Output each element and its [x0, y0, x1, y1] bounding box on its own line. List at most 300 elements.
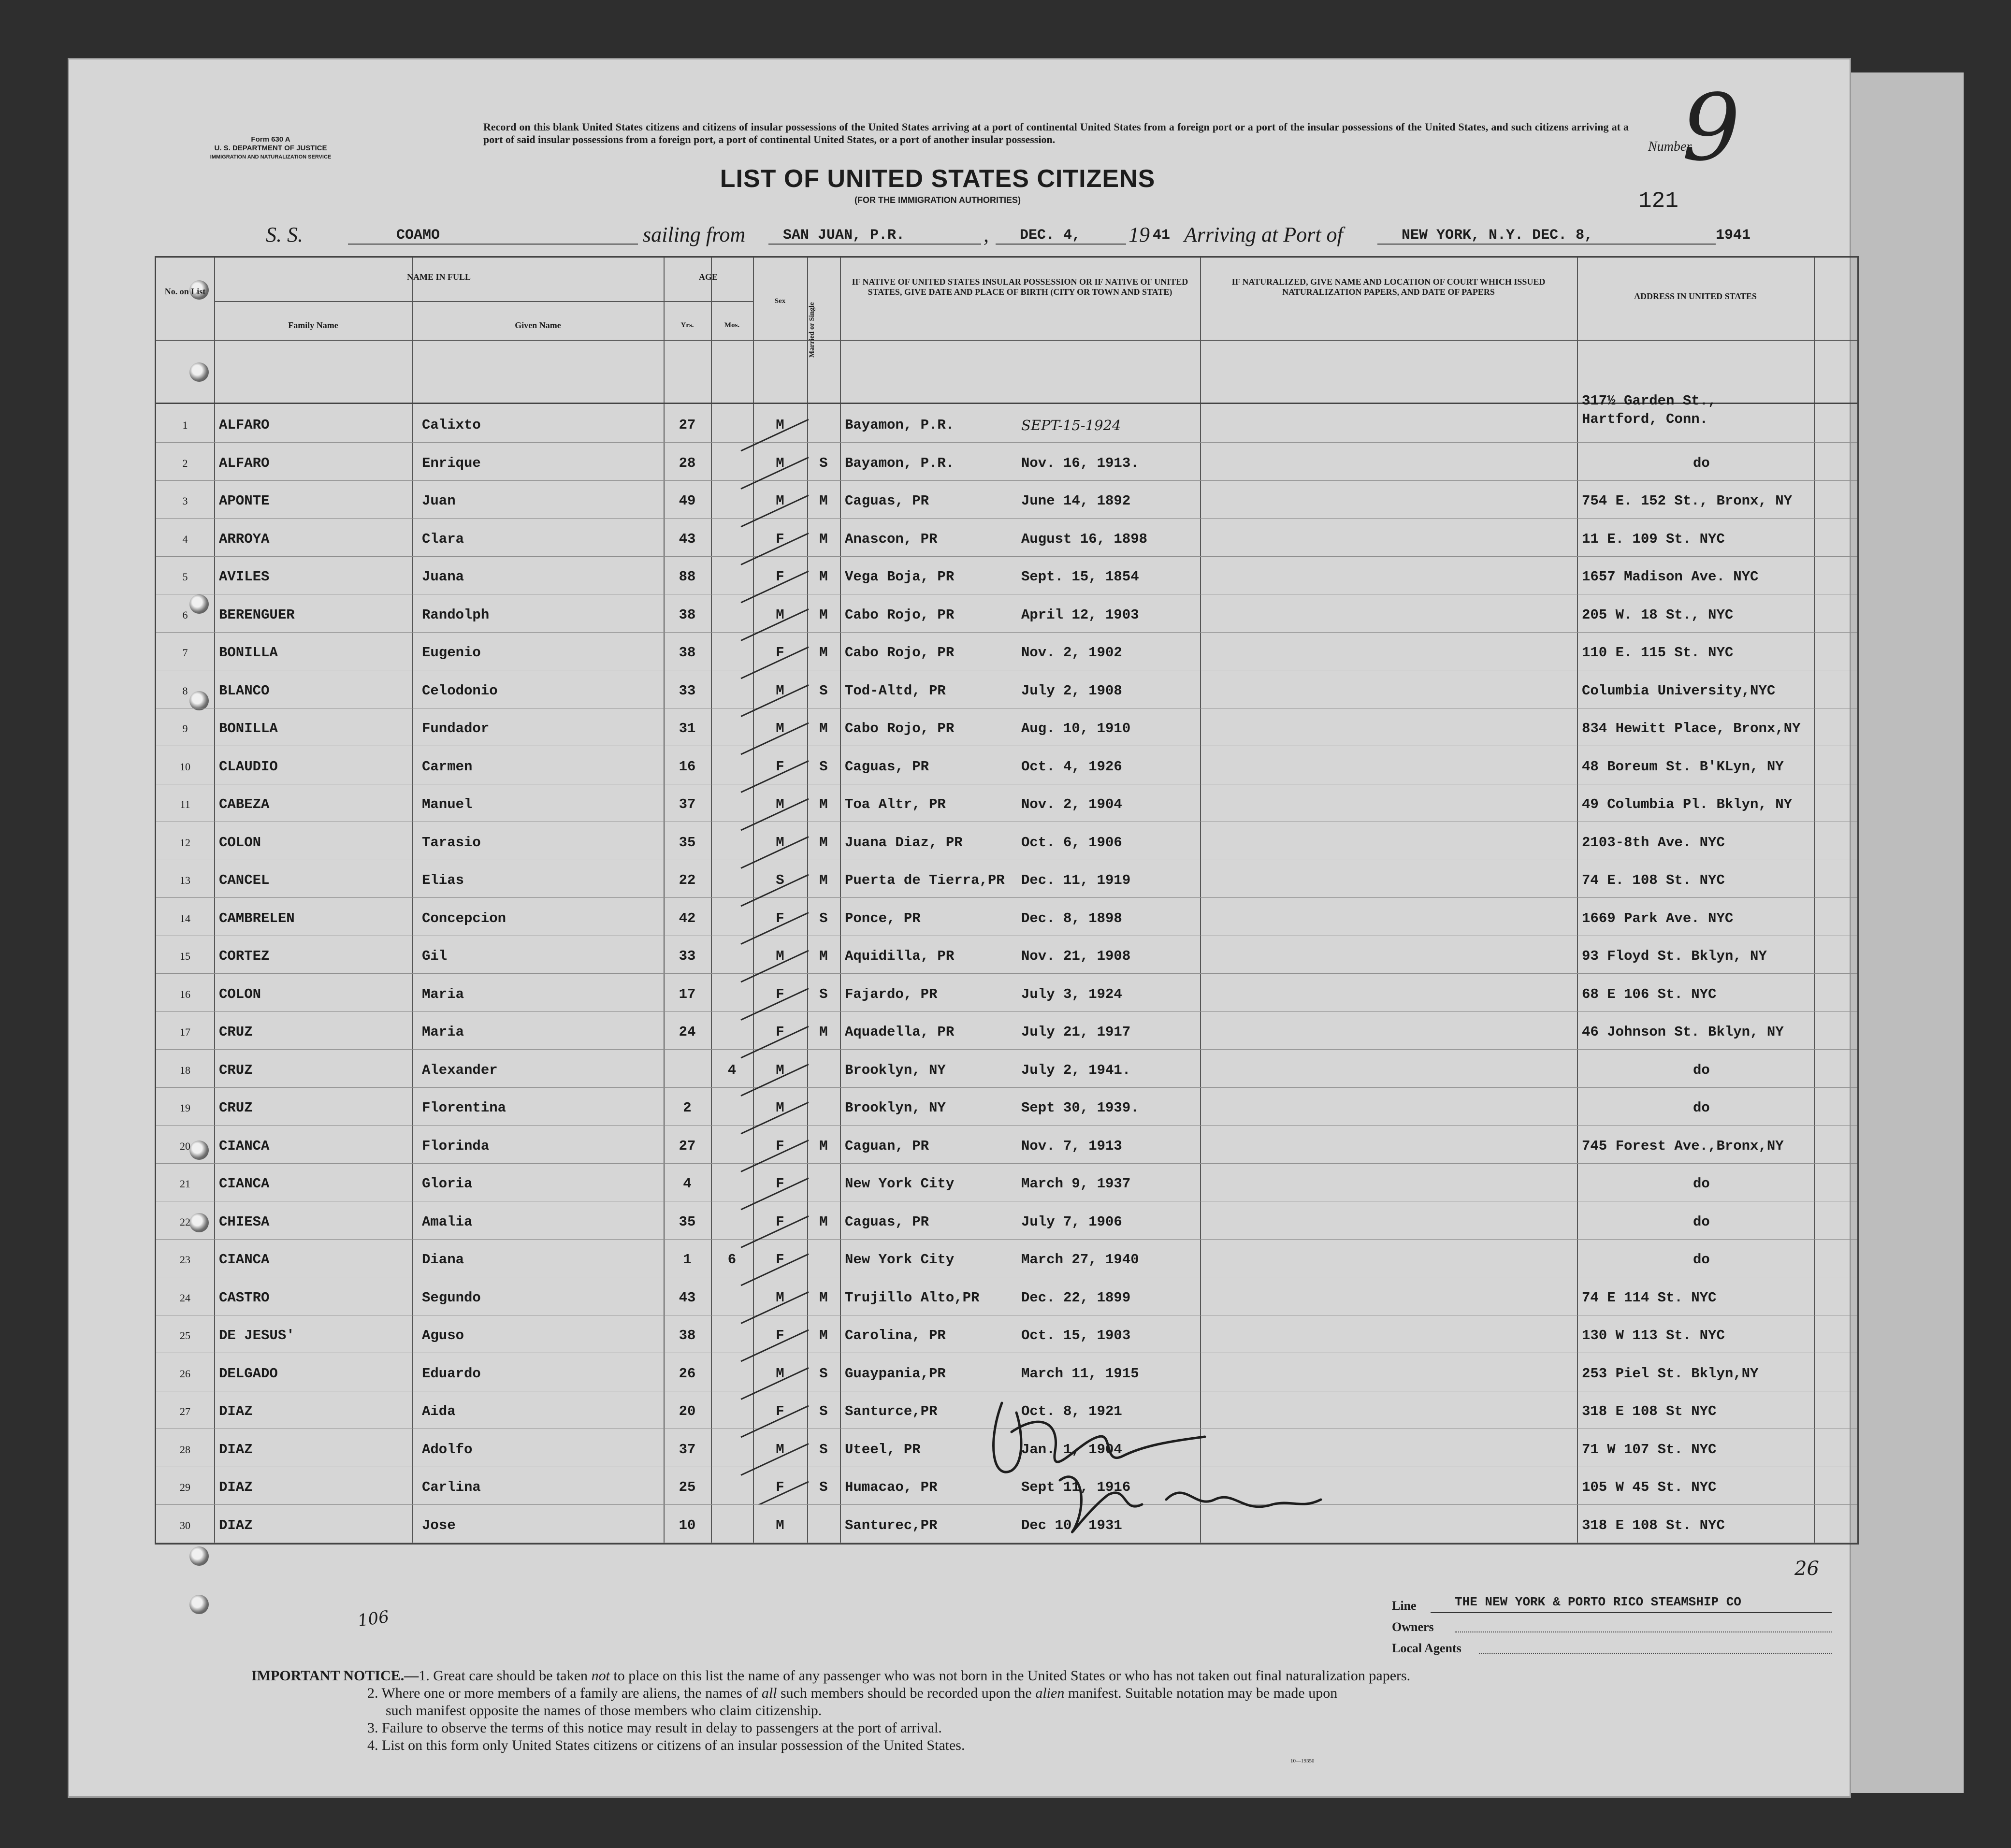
header-married-single: Married or Single — [808, 302, 816, 358]
given-name: Fundador — [422, 721, 490, 736]
birth-date: SEPT-15-1924 — [1021, 417, 1121, 433]
departure-port — [768, 227, 981, 245]
age-years: 38 — [679, 606, 696, 623]
marital-status: S — [819, 1403, 828, 1419]
arrival-port — [1377, 227, 1716, 245]
row-number: 27 — [180, 1405, 190, 1417]
birth-date: Dec. 11, 1919 — [1021, 872, 1131, 888]
row-number: 19 — [180, 1102, 190, 1114]
us-address: do — [1693, 1062, 1710, 1078]
family-name: BERENGUER — [219, 606, 295, 623]
notice-item-2-continued: such manifest opposite the names of those members who claim citizenship. — [386, 1703, 822, 1718]
us-address: 46 Johnson St. Bklyn, NY — [1582, 1024, 1784, 1040]
row-number: 14 — [180, 912, 190, 924]
given-name: Juana — [422, 569, 464, 585]
birth-date: July 2, 1941. — [1021, 1062, 1131, 1078]
family-name: CANCEL — [219, 872, 270, 888]
family-name: CRUZ — [219, 1100, 253, 1116]
sex: M — [776, 682, 784, 699]
birth-place: Aquadella, PR — [845, 1024, 955, 1040]
age-years: 28 — [679, 455, 696, 471]
age-months: 6 — [727, 1252, 737, 1268]
sex: F — [776, 986, 784, 1002]
birth-place: Brooklyn, NY — [845, 1062, 946, 1078]
form-identifier — [198, 135, 343, 161]
notice-item-2: 2. Where one or more members of a family are aliens, the names of all such members should be recorded upon the alien manifest. Suitable notation may be made upon — [367, 1685, 1338, 1701]
header-age: AGE — [698, 272, 718, 282]
row-number: 17 — [180, 1026, 190, 1038]
age-years: 33 — [679, 682, 696, 699]
sex: M — [776, 493, 784, 509]
row-rule — [156, 1011, 1857, 1012]
family-name: CIANCA — [219, 1138, 270, 1154]
given-name: Florentina — [422, 1100, 506, 1116]
marital-status: M — [819, 834, 828, 851]
sex: F — [776, 1213, 784, 1230]
given-name: Aguso — [422, 1328, 464, 1343]
marital-status: S — [819, 910, 828, 926]
marital-status: M — [819, 948, 828, 964]
us-address: 1669 Park Ave. NYC — [1582, 910, 1734, 926]
header-age-years: Yrs. — [680, 321, 694, 329]
row-rule — [156, 1125, 1857, 1126]
marital-status: M — [819, 1328, 828, 1343]
row-number: 25 — [180, 1329, 190, 1342]
tally-slash — [741, 1102, 809, 1134]
sex: M — [776, 455, 784, 471]
row-number: 2 — [182, 457, 188, 469]
marital-status: M — [819, 1289, 828, 1306]
birth-date: July 21, 1917 — [1021, 1024, 1131, 1040]
row-number: 13 — [180, 874, 190, 886]
age-months: 4 — [727, 1062, 737, 1078]
row-number: 15 — [180, 950, 190, 962]
tally-slash — [741, 647, 809, 679]
given-name: Concepcion — [422, 910, 506, 926]
tally-slash — [741, 951, 809, 982]
age-years: 10 — [679, 1517, 696, 1533]
manifest-page: Form 630 A U. S. DEPARTMENT OF JUSTICE IMMIGRATION AND NATURALIZATION SERVICE Record on this blank United States citizens and citizens of insular possessions of the United States arriving at a port of continental United States from a foreign port or a port of the insular possessions of the United States, and such citizens arriving at a port of said insular possessions from a foreign port, a port of continental United States, or a port of another insular possession. Number 9 LIST OF UNITED STATES CITIZENS (FOR THE IMMIGRATION AUTHORITIES) 121 S. S. COAMO sailing from SAN JUAN, P.R. , DEC. 4, 19 41 Arriving at Port of NEW YORK, N.Y. DEC. 8, 1941 No. on List NAME IN FULL Family Name Given Name AGE Yrs. Mos. Sex Married or Single IF NATIVE OF UNITED STATES INSULAR POSSESSION OR IF NATIVE OF UNITED STATES, GIVE DATE AND PLACE OF BIRTH (CITY OR TOWN AND STATE) IF NATURALIZED, GIVE NAME AND LOCATION OF COURT WHICH ISSUED NATURALIZATION PAPERS, AND DATE OF PAPERS ADDRESS IN UNITED STATES 1 ALFARO Calixto 27 M Bayamon, P.R. SEPT-15-1924 317½ Garden St., Hartford, Conn. 2 ALFARO Enrique 28 M S Bayamon, P.R. Nov. 16, 1913. do 3 APONTE Juan 49 M M Caguas, PR June 14, 1892 754 E. 152 St., Bronx, NY 4 ARROYA Clara 43 F M Anascon, PR August 16, 1898 11 E. 109 St. NYC 5 AVILES Juana 88 F M Vega Boja, PR Sept. 15, 1854 1657 Madison Ave. NYC 6 BERENGUER Randolph 38 M M Cabo Rojo, PR April 12, 1903 205 W. 18 St., NYC 7 BONILLA Eugenio 38 F M Cabo Rojo, PR Nov. 2, 1902 110 E. 115 St. NYC 8 BLANCO Celodonio 33 M S Tod-Altd, PR July 2, 1908 Columbia University,NYC 9 BONILLA Fundador 31 M M Cabo Rojo, PR Aug. 10, 1910 834 Hewitt Place, Bronx,NY 10 CLAUDIO Carmen 16 F S Caguas, PR Oct. 4, 1926 48 Boreum St. B'KLyn, NY 11 CABEZA Manuel 37 M M Toa Altr, PR Nov. 2, 1904 49 Columbia Pl. Bklyn, NY 12 COLON Tarasio 35 M M Juana Diaz, PR Oct. 6, 1906 2103-8th Ave. NYC 13 CANCEL Elias 22 S M Puerta de Tierra,PR Dec. 11, 1919 74 E. 108 St. NYC 14 CAMBRELEN Concepcion 42 F S Ponce, PR Dec. 8, 1898 1669 Park Ave. NYC 15 CORTEZ Gil 33 M M Aquidilla, PR Nov. 21, 1908 93 Floyd St. Bklyn, NY 16 COLON Maria 17 F S Fajardo, PR July 3, 1924 68 E 106 St. NYC 17 CRUZ Maria 24 F M Aquadella, PR July 21, 1917 46 Johnson St. Bklyn, NY 18 CRUZ Alexander 4 M Brooklyn, NY July 2, 1941. do 19 CRUZ Florentina 2 M Brooklyn, NY Sept 30, 1939. do 20 CIANCA Florinda 27 F M Caguan, PR Nov. 7, 1913 745 Forest Ave.,Bronx,NY 21 CIANCA Gloria 4 F New York City March 9, 1937 do 22 CHIESA Amalia 35 F M Caguas, PR July 7, 1906 do 23 CIANCA Diana 1 6 F New York City March 27, 1940 do 24 CASTRO Segundo 43 M M Trujillo Alto,PR Dec. 22, 1899 74 E 114 St. NYC 25 DE JESUS' Aguso 38 F M Carolina, PR Oct. 15, 1903 130 W 113 St. NYC 26 DELGADO Eduardo 26 M S Guaypania,PR March 11, 1915 253 Piel St. Bklyn,NY 27 DIAZ Aida 20 F S Santurce,PR Oct. 8, 1921 318 E 108 St NYC 28 DIAZ Adolfo 37 M S Uteel, PR Jan. 1, 1904 71 W 107 St. NYC 29 DIAZ Carlina 25 F S Humacao, PR Sept 11, 1916 105 W 45 St. NYC 30 DIAZ Jose 10 M Santurec,PR Dec 10, 1931 318 E 108 St. NYC 26 106 Line THE NEW YORK & PORTO RICO STEAMSHIP CO Owners Local Agents IMPORTANT NOTICE.—1. Great care should be taken not to place on this list the name of any passenger who was not born in the United States or who has not taken out final naturalization papers. 2. Where one or more members of a family are aliens, the names of all such members should be recorded upon the alien manifest. Suitable notation may be made upon such manifest opposite the names of those members who claim citizenship. 3. Failure to observe the terms of this notice may result in delay to passengers at the port of arrival. 4. List on this form only United States citizens or citizens of an insular possession of the United States. 10—19350 — [68, 58, 1851, 1798]
service-name: IMMIGRATION AND NATURALIZATION SERVICE — [210, 154, 332, 160]
birth-date: Sept. 15, 1854 — [1021, 569, 1139, 585]
given-name: Gil — [422, 948, 448, 964]
us-address: 2103-8th Ave. NYC — [1582, 834, 1725, 851]
family-name: CHIESA — [219, 1213, 270, 1230]
marital-status: S — [819, 1441, 828, 1458]
arrival-date-text: DEC. 8, — [1532, 227, 1593, 244]
family-name: ALFARO — [219, 417, 270, 433]
age-years: 20 — [679, 1403, 696, 1419]
birth-date: Nov. 7, 1913 — [1021, 1138, 1122, 1154]
handwritten-number — [1663, 87, 1769, 184]
birth-date: Nov. 2, 1902 — [1021, 645, 1122, 661]
margin-note: 106 — [356, 1607, 391, 1631]
ship-name-text: COAMO — [396, 227, 440, 244]
us-address: 253 Piel St. Bklyn,NY — [1582, 1365, 1759, 1382]
sex: M — [776, 834, 784, 851]
marital-status: M — [819, 606, 828, 623]
sex: M — [776, 417, 784, 433]
row-number: 29 — [180, 1481, 190, 1493]
age-years: 38 — [679, 645, 696, 661]
given-name: Calixto — [422, 417, 481, 433]
birth-date: March 9, 1937 — [1021, 1176, 1131, 1192]
given-name: Manuel — [422, 796, 473, 812]
birth-place: Caguas, PR — [845, 493, 929, 509]
sex: F — [776, 910, 784, 926]
marital-status: M — [819, 645, 828, 661]
birth-place: Santurce,PR — [845, 1403, 938, 1419]
sex: F — [776, 531, 784, 547]
header-naturalized: IF NATURALIZED, GIVE NAME AND LOCATION OF COURT WHICH ISSUED NATURALIZATION PAPERS, AND DATE OF PAPERS — [1231, 277, 1546, 297]
age-years: 2 — [683, 1100, 692, 1116]
row-rule — [156, 442, 1857, 443]
birth-date: Nov. 21, 1908 — [1021, 948, 1131, 964]
departure-date-text: DEC. 4, — [1020, 227, 1081, 244]
sex: F — [776, 1403, 784, 1419]
marital-status: S — [819, 682, 828, 699]
sex: F — [776, 758, 784, 775]
local-agents-field — [1479, 1653, 1832, 1654]
sex: F — [776, 1328, 784, 1343]
birth-place: New York City — [845, 1252, 955, 1268]
given-name: Carmen — [422, 758, 473, 775]
tally-slash — [741, 606, 809, 641]
sex: M — [776, 1289, 784, 1306]
sex: F — [776, 1138, 784, 1154]
birth-place: Aquidilla, PR — [845, 948, 955, 964]
marital-status: M — [819, 1024, 828, 1040]
marital-status: S — [819, 1365, 828, 1382]
birth-date: Nov. 16, 1913. — [1021, 455, 1139, 471]
row-number: 30 — [180, 1519, 190, 1531]
given-name: Alexander — [422, 1062, 498, 1078]
marital-status: M — [819, 569, 828, 585]
age-years: 25 — [679, 1479, 696, 1495]
family-name: CRUZ — [219, 1062, 253, 1078]
us-address: 130 W 113 St. NYC — [1582, 1328, 1725, 1343]
birth-place: Caguas, PR — [845, 1213, 929, 1230]
notice-item-4: 4. List on this form only United States citizens or citizens of an insular possession of the United States. — [367, 1737, 965, 1753]
birth-date: Dec. 22, 1899 — [1021, 1289, 1131, 1306]
header-given-name: Given Name — [515, 320, 561, 330]
age-years: 17 — [679, 986, 696, 1002]
page-count: 26 — [1794, 1558, 1819, 1580]
tally-marks — [712, 403, 852, 1504]
age-years: 43 — [679, 1289, 696, 1306]
marital-status: M — [819, 493, 828, 509]
row-rule — [156, 973, 1857, 974]
birth-place: Fajardo, PR — [845, 986, 938, 1002]
birth-date: Sept 30, 1939. — [1021, 1100, 1139, 1116]
us-address: 834 Hewitt Place, Bronx,NY — [1582, 721, 1801, 736]
local-agents-label: Local Agents — [1392, 1641, 1461, 1655]
row-rule — [156, 897, 1857, 898]
given-name: Adolfo — [422, 1441, 473, 1458]
department-name: U. S. DEPARTMENT OF JUSTICE — [214, 144, 327, 152]
family-name: APONTE — [219, 493, 270, 509]
age-years: 38 — [679, 1328, 696, 1343]
us-address: do — [1693, 1100, 1710, 1116]
row-number: 21 — [180, 1178, 190, 1190]
tally-slash — [741, 1289, 809, 1324]
birth-date: July 2, 1908 — [1021, 682, 1122, 699]
header-age-months: Mos. — [724, 321, 740, 329]
sex: M — [776, 1517, 784, 1533]
notice-item-1: IMPORTANT NOTICE.—1. Great care should be taken not to place on this list the name of any passenger who was not born in the United States or who has not taken out final naturalization papers. — [251, 1668, 1411, 1684]
family-name: CABEZA — [219, 796, 270, 812]
birth-place: Cabo Rojo, PR — [845, 606, 955, 623]
row-number: 9 — [182, 722, 188, 735]
page-title: LIST OF UNITED STATES CITIZENS — [720, 165, 1156, 193]
age-years: 22 — [679, 872, 696, 888]
birth-date: Oct. 8, 1921 — [1021, 1403, 1122, 1419]
row-number: 23 — [180, 1254, 190, 1266]
age-years: 43 — [679, 531, 696, 547]
tally-slash — [741, 1441, 809, 1475]
marital-status: S — [819, 1479, 828, 1495]
sex: F — [776, 569, 784, 585]
age-years: 27 — [679, 417, 696, 433]
line-value: THE NEW YORK & PORTO RICO STEAMSHIP CO — [1455, 1595, 1741, 1609]
given-name: Amalia — [422, 1213, 473, 1230]
given-name: Juan — [422, 493, 456, 509]
age-years: 24 — [679, 1024, 696, 1040]
birth-place: Cabo Rojo, PR — [845, 645, 955, 661]
family-name: DIAZ — [219, 1517, 253, 1533]
marital-status: M — [819, 872, 828, 888]
given-name: Elias — [422, 872, 464, 888]
row-number: 11 — [180, 798, 190, 810]
row-rule — [156, 1239, 1857, 1240]
us-address: 754 E. 152 St., Bronx, NY — [1582, 493, 1793, 509]
birth-date: Oct. 6, 1906 — [1021, 834, 1122, 851]
sex: M — [776, 1100, 784, 1116]
age-years: 4 — [683, 1176, 692, 1192]
row-number: 8 — [182, 684, 188, 697]
age-years: 31 — [679, 721, 696, 736]
header-sex: Sex — [774, 297, 786, 305]
birth-date: Nov. 2, 1904 — [1021, 796, 1122, 812]
family-name: DE JESUS' — [219, 1328, 295, 1343]
us-address: 745 Forest Ave.,Bronx,NY — [1582, 1138, 1784, 1154]
printer-code: 10—19350 — [1290, 1758, 1315, 1764]
age-years: 37 — [679, 796, 696, 812]
tally-slash — [741, 758, 809, 793]
notice-heading: IMPORTANT NOTICE.— — [251, 1668, 419, 1684]
family-name: BONILLA — [219, 645, 278, 661]
us-address: 74 E 114 St. NYC — [1582, 1289, 1717, 1306]
sex: F — [776, 1024, 784, 1040]
birth-place: Uteel, PR — [845, 1441, 921, 1458]
tally-slash — [741, 534, 809, 565]
us-address: 93 Floyd St. Bklyn, NY — [1582, 948, 1767, 964]
family-name: CORTEZ — [219, 948, 270, 964]
family-name: BLANCO — [219, 682, 270, 699]
birth-place: Santurec,PR — [845, 1517, 938, 1533]
sex: F — [776, 645, 784, 661]
us-address: 318 E 108 St NYC — [1582, 1403, 1717, 1419]
line-label: Line — [1392, 1599, 1417, 1613]
departure-port-text: SAN JUAN, P.R. — [783, 227, 905, 244]
ss-label: S. S. — [266, 223, 303, 246]
row-rule — [156, 480, 1857, 481]
us-address: do — [1693, 455, 1710, 471]
arriving-label: Arriving at Port of — [1184, 223, 1343, 246]
family-name: COLON — [219, 986, 261, 1002]
tally-slash — [741, 1178, 809, 1210]
age-years: 26 — [679, 1365, 696, 1382]
us-address: 68 E 106 St. NYC — [1582, 986, 1717, 1002]
row-rule — [156, 518, 1857, 519]
birth-place: Guaypania,PR — [845, 1365, 946, 1382]
important-notice — [251, 1667, 1856, 1754]
birth-date: August 16, 1898 — [1021, 531, 1148, 547]
tally-slash — [741, 1026, 809, 1058]
family-name: DIAZ — [219, 1403, 253, 1419]
birth-place: Brooklyn, NY — [845, 1100, 946, 1116]
birth-place: Bayamon, P.R. — [845, 417, 955, 433]
arrival-year: 1941 — [1716, 227, 1751, 244]
marital-status: M — [819, 1138, 828, 1154]
number-label: Number — [1648, 139, 1692, 154]
age-years: 35 — [679, 1213, 696, 1230]
age-years: 42 — [679, 910, 696, 926]
us-address: 71 W 107 St. NYC — [1582, 1441, 1717, 1458]
notice-item-3: 3. Failure to observe the terms of this notice may result in delay to passengers at the port of arrival. — [367, 1720, 942, 1736]
birth-date: Oct. 4, 1926 — [1021, 758, 1122, 775]
row-number: 4 — [182, 533, 188, 545]
us-address: 74 E. 108 St. NYC — [1582, 872, 1725, 888]
us-address: 48 Boreum St. B'KLyn, NY — [1582, 758, 1784, 775]
sex: S — [776, 872, 784, 888]
given-name: Celodonio — [422, 682, 498, 699]
ship-name — [348, 227, 638, 245]
sailing-label: sailing from — [643, 223, 746, 246]
birth-date: July 7, 1906 — [1021, 1213, 1122, 1230]
family-name: CLAUDIO — [219, 758, 278, 775]
family-name: CAMBRELEN — [219, 910, 295, 926]
us-address: 105 W 45 St. NYC — [1582, 1479, 1717, 1495]
list-number: 121 — [1638, 188, 1678, 214]
age-years: 33 — [679, 948, 696, 964]
sex: M — [776, 948, 784, 964]
given-name: Maria — [422, 986, 464, 1002]
family-name: CIANCA — [219, 1176, 270, 1192]
tally-slash — [741, 1482, 809, 1504]
us-address: 110 E. 115 St. NYC — [1582, 645, 1734, 661]
row-number: 1 — [182, 419, 188, 431]
tally-slash — [741, 913, 809, 944]
row-number: 26 — [180, 1367, 190, 1380]
tally-slash — [741, 989, 809, 1020]
birth-place: Humacao, PR — [845, 1479, 938, 1495]
sex: M — [776, 1365, 784, 1382]
tally-slash — [741, 1065, 809, 1096]
handwritten-number-text: 9 — [1682, 87, 1740, 181]
birth-date: Sept 11, 1916 — [1021, 1479, 1131, 1495]
us-address: do — [1693, 1176, 1710, 1192]
age-years: 37 — [679, 1441, 696, 1458]
tally-slash — [741, 1141, 809, 1172]
birth-place: Ponce, PR — [845, 910, 921, 926]
punch-hole — [189, 1546, 209, 1566]
row-number: 18 — [180, 1064, 190, 1076]
family-name: ALFARO — [219, 455, 270, 471]
sex: M — [776, 796, 784, 812]
marital-status: S — [819, 986, 828, 1002]
marital-status: M — [819, 1213, 828, 1230]
tally-slash — [741, 571, 809, 603]
birth-place: Anascon, PR — [845, 531, 938, 547]
row-rule — [156, 632, 1857, 633]
us-address: 318 E 108 St. NYC — [1582, 1517, 1725, 1533]
row-rule — [156, 556, 1857, 557]
tally-slash — [741, 1330, 809, 1361]
birth-date: Jan. 1, 1904 — [1021, 1441, 1122, 1458]
birth-place: New York City — [845, 1176, 955, 1192]
sex: F — [776, 1252, 784, 1268]
tally-slash — [741, 1254, 809, 1285]
birth-place: Trujillo Alto,PR — [845, 1289, 980, 1306]
row-number: 7 — [182, 647, 188, 659]
departure-year: 41 — [1153, 227, 1171, 244]
birth-date: March 27, 1940 — [1021, 1252, 1139, 1268]
tally-slash — [741, 723, 809, 754]
given-name: Maria — [422, 1024, 464, 1040]
us-address: do — [1693, 1213, 1710, 1230]
row-number: 24 — [180, 1291, 190, 1304]
us-address: 317½ Garden St., — [1582, 393, 1717, 409]
age-years: 49 — [679, 493, 696, 509]
us-address: Columbia University,NYC — [1582, 682, 1776, 699]
family-name: BONILLA — [219, 721, 278, 736]
marital-status: S — [819, 758, 828, 775]
tally-slash — [741, 419, 809, 451]
us-address-line-2: Hartford, Conn. — [1582, 411, 1708, 427]
given-name: Clara — [422, 531, 464, 547]
family-name: DELGADO — [219, 1365, 278, 1382]
row-number: 12 — [180, 836, 190, 849]
given-name: Randolph — [422, 606, 490, 623]
sex: F — [776, 1479, 784, 1495]
birth-date: July 3, 1924 — [1021, 986, 1122, 1002]
birth-place: Bayamon, P.R. — [845, 455, 955, 471]
us-address: 205 W. 18 St., NYC — [1582, 606, 1734, 623]
row-number: 3 — [182, 495, 188, 507]
us-address: do — [1693, 1252, 1710, 1268]
sex: M — [776, 721, 784, 736]
age-years: 35 — [679, 834, 696, 851]
row-rule — [156, 1163, 1857, 1164]
birth-date: April 12, 1903 — [1021, 606, 1139, 623]
header-no-on-list: No. on List — [164, 287, 206, 296]
given-name: Enrique — [422, 455, 481, 471]
sex: M — [776, 1062, 784, 1078]
row-number: 16 — [180, 988, 190, 1000]
header-name-in-full: NAME IN FULL — [406, 272, 471, 282]
family-name: DIAZ — [219, 1479, 253, 1495]
birth-place: Carolina, PR — [845, 1328, 946, 1343]
birth-place: Cabo Rojo, PR — [845, 721, 955, 736]
family-name: COLON — [219, 834, 261, 851]
us-address: 49 Columbia Pl. Bklyn, NY — [1582, 796, 1793, 812]
age-years: 88 — [679, 569, 696, 585]
given-name: Segundo — [422, 1289, 481, 1306]
birth-place: Toa Altr, PR — [845, 796, 946, 812]
given-name: Aida — [422, 1403, 456, 1419]
tally-slash — [741, 834, 809, 868]
